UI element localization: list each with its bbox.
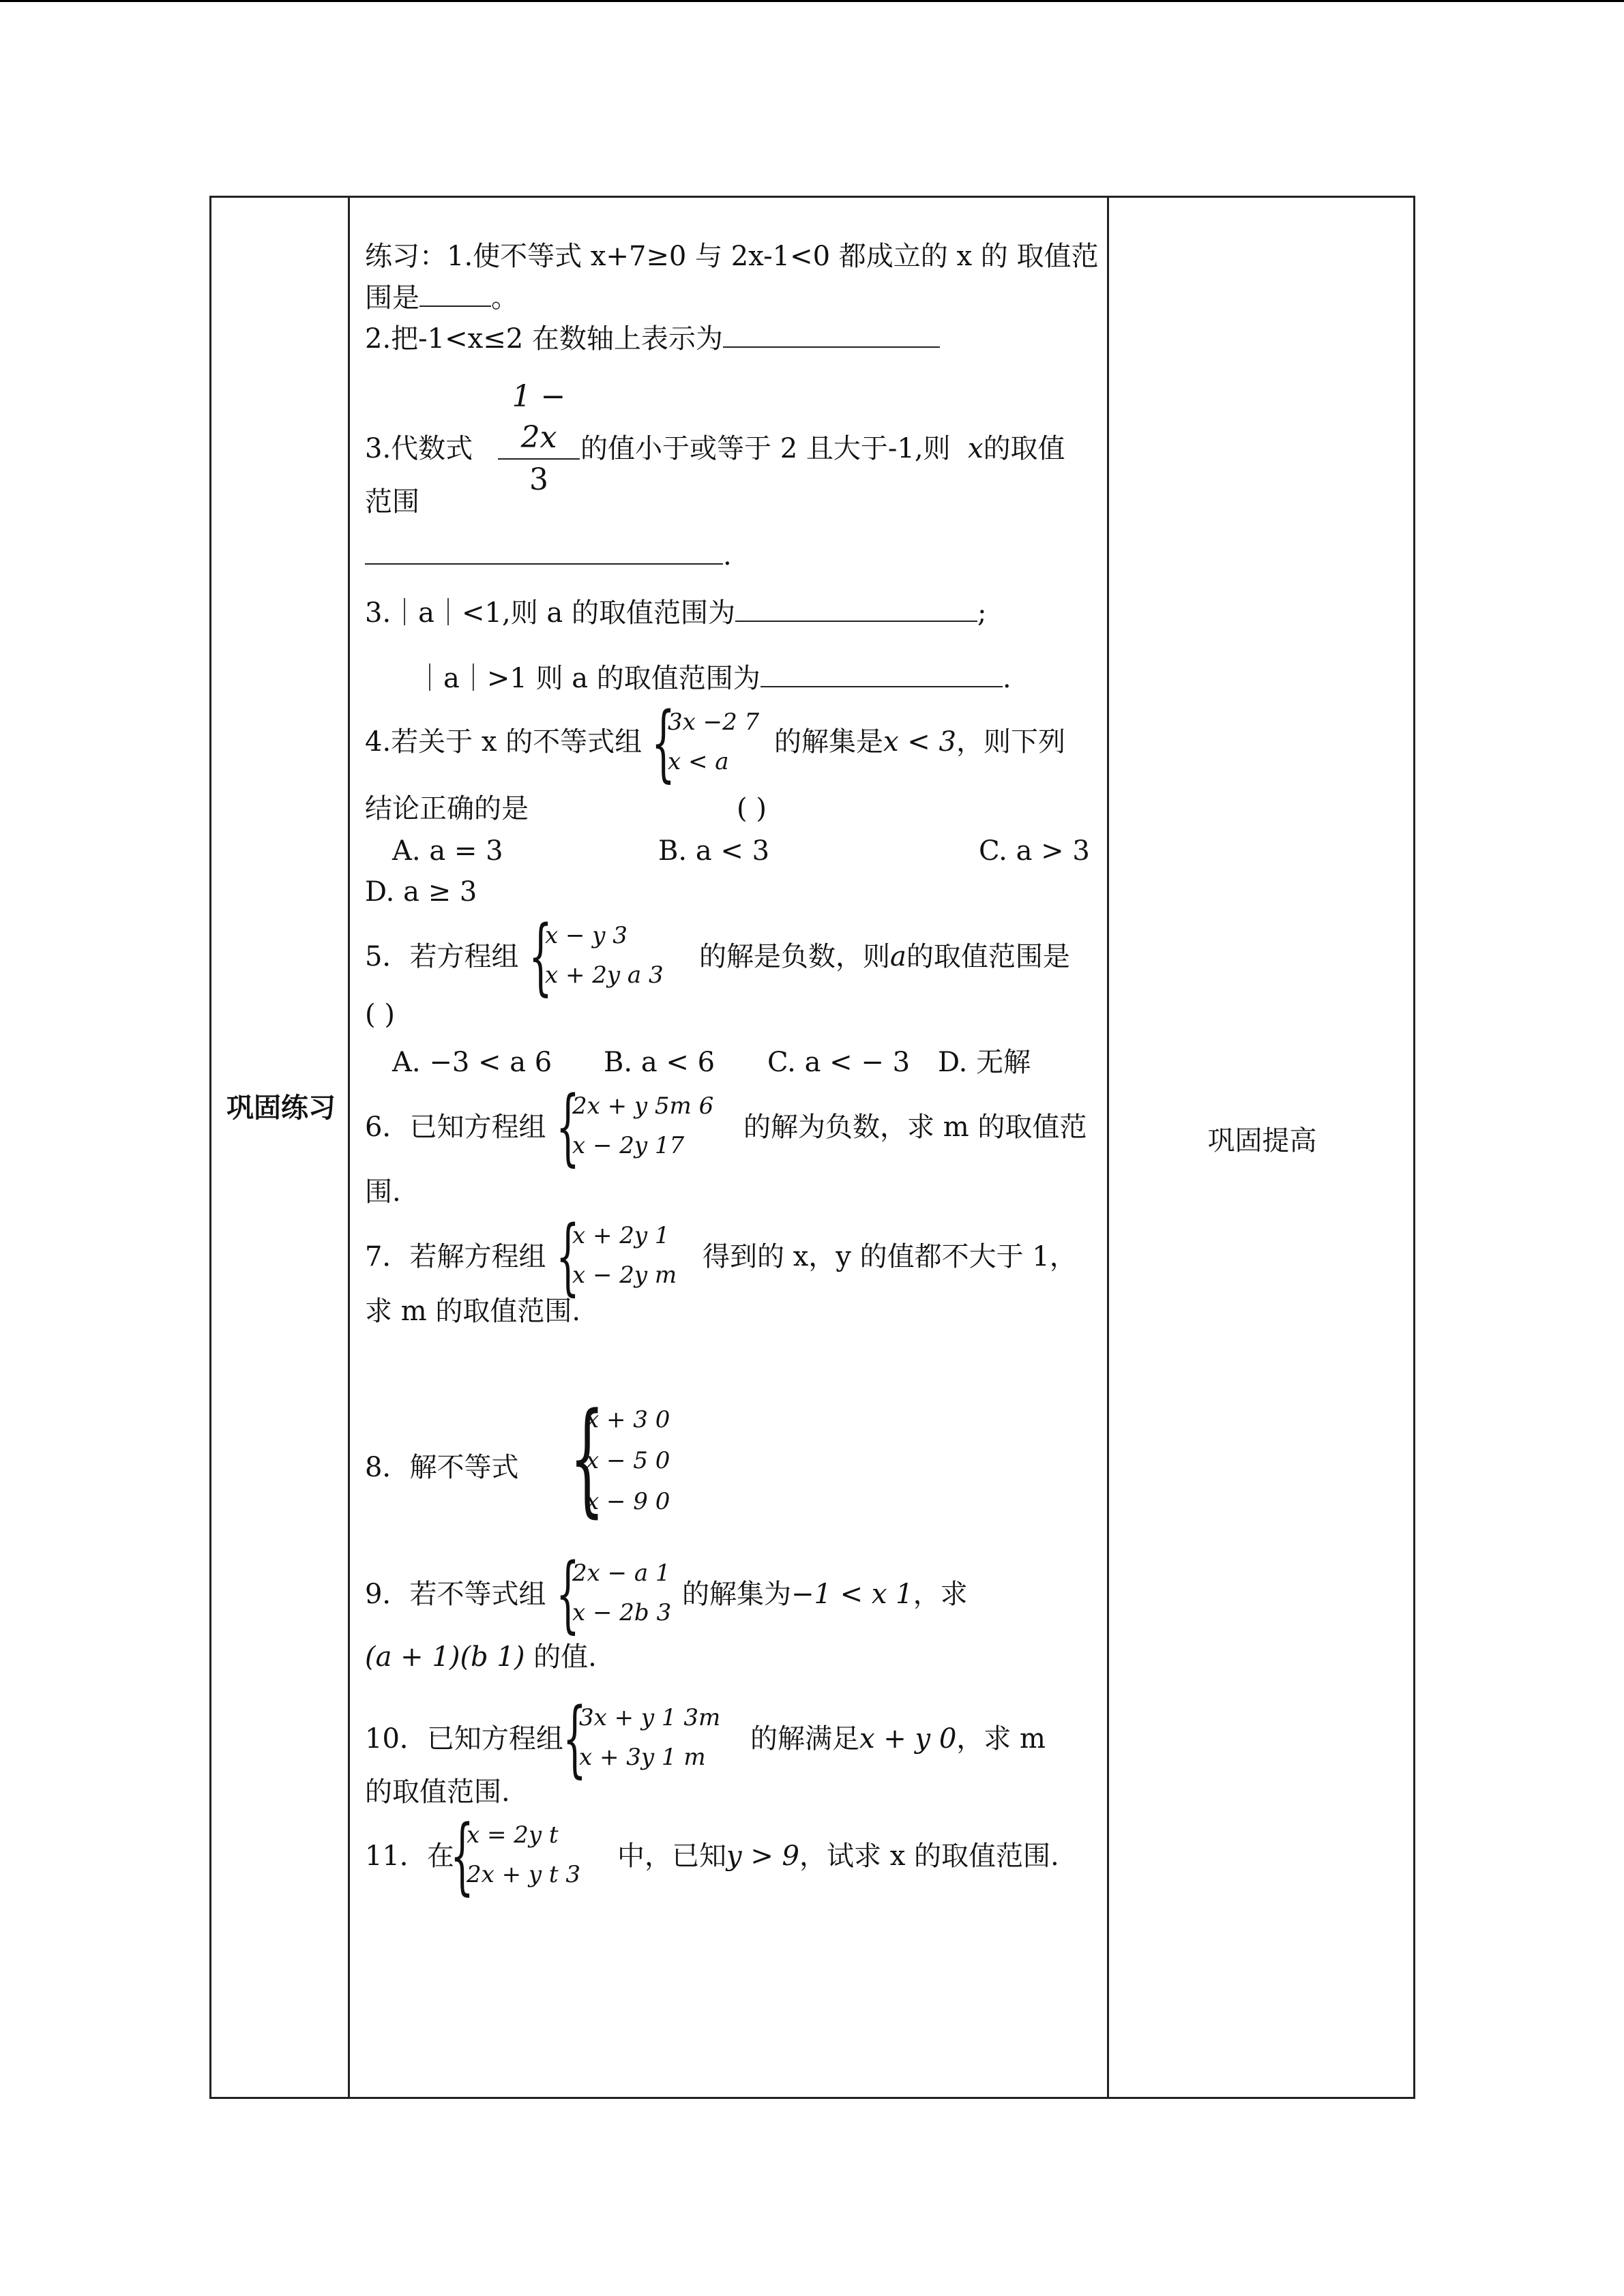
exercise-2: 2.把-1<x≤2 在数轴上表示为 bbox=[365, 319, 940, 358]
brace: { bbox=[563, 1690, 587, 1787]
exercise-9-line-1: 9．若不等式组 bbox=[365, 1579, 546, 1610]
option-d: D. 无解 bbox=[938, 1047, 1031, 1078]
answer-parentheses: ( ) bbox=[737, 793, 767, 824]
exercise-8: 8．解不等式 bbox=[365, 1452, 519, 1483]
exercise-5-line-1: 5．若方程组 bbox=[365, 941, 519, 972]
answer-parentheses: ( ) bbox=[365, 999, 395, 1030]
exercise-3-line-3: . bbox=[365, 536, 732, 575]
exercise-4-line-1: 4.若关于 x 的不等式组 bbox=[365, 726, 643, 758]
answer-blank bbox=[723, 319, 940, 348]
fraction-1-2x-over-3: $\frac{1 - 2x}{3}$ bbox=[498, 376, 580, 501]
column-divider-left bbox=[348, 198, 350, 2097]
brace: { bbox=[450, 1807, 474, 1904]
option-c: C. a > 3 bbox=[979, 835, 1090, 867]
option-b: B. a < 3 bbox=[658, 835, 770, 867]
brace: { bbox=[529, 908, 552, 1004]
exercise-3-line-1: 3.代数式 bbox=[365, 433, 473, 464]
exercise-7-text: 得到的 x，y 的值都不大于 1， bbox=[703, 1241, 1077, 1272]
brace: { bbox=[651, 694, 675, 791]
exercise-5-text: 的解是负数，则a的取值范围是 bbox=[699, 941, 1070, 972]
exercise-abs-2: ｜a｜>1 则 a 的取值范围为 . bbox=[416, 659, 1012, 698]
brace: { bbox=[570, 1387, 605, 1530]
exercise-3-line-2: 范围 bbox=[365, 486, 419, 518]
answer-blank bbox=[365, 536, 723, 565]
exercise-11: 11．在 bbox=[365, 1840, 454, 1872]
option-a: A. −3 < a 6 bbox=[392, 1047, 552, 1078]
brace: { bbox=[556, 1545, 580, 1642]
section-label: 巩固练习 bbox=[226, 1092, 336, 1124]
answer-blank bbox=[735, 593, 977, 622]
exercise-7-line-2: 求 m 的取值范围. bbox=[365, 1296, 581, 1327]
option-c: C. a < − 3 bbox=[767, 1047, 911, 1078]
exercise-abs-1: 3.｜a｜<1,则 a 的取值范围为 ; bbox=[365, 593, 986, 632]
option-d: D. a ≥ 3 bbox=[365, 876, 477, 908]
answer-blank bbox=[419, 278, 491, 307]
exercise-11-text: 中，已知y > 9，试求 x 的取值范围. bbox=[617, 1840, 1059, 1872]
option-b: B. a < 6 bbox=[604, 1047, 715, 1078]
exercise-6-text: 的解为负数，求 m 的取值范 bbox=[743, 1112, 1087, 1143]
exercise-6-line-1: 6．已知方程组 bbox=[365, 1112, 546, 1143]
exercise-7-line-1: 7．若解方程组 bbox=[365, 1241, 546, 1272]
exercise-6-line-2: 围. bbox=[365, 1176, 401, 1208]
exercise-1-line-2: 围是 。 bbox=[365, 278, 518, 317]
goal-label: 巩固提高 bbox=[1207, 1125, 1317, 1157]
exercise-4-text: 的解集是x < 3，则下列 bbox=[774, 726, 1065, 758]
brace: { bbox=[556, 1208, 580, 1304]
brace: { bbox=[556, 1078, 580, 1175]
exercise-3-text: 的值小于或等于 2 且大于-1,则 x的取值 bbox=[580, 433, 1065, 464]
exercise-1-line-1: 练习：1.使不等式 x+7≥0 与 2x-1<0 都成立的 x 的 取值范 bbox=[365, 241, 1099, 272]
option-a: A. a = 3 bbox=[392, 835, 503, 867]
exercise-9-text: 的解集为−1 < x 1，求 bbox=[682, 1579, 968, 1610]
page-top-border bbox=[0, 0, 1624, 2]
exercise-10-text: 的解满足x + y 0，求 m bbox=[750, 1723, 1046, 1755]
exercise-table: 巩固练习 巩固提高 练习：1.使不等式 x+7≥0 与 2x-1<0 都成立的 x 的 取值范 围是 。 2.把-1<x≤2 在数轴上表示为 3.代数式 $\frac{1 - 2x}{3}$ 的值小于或等于 2 且大于-1,则 x的取值 范围 . 3.｜a｜<1,则 a 的取值范围为 ; ｜a｜>1 则 a 的取值范围为 . 4.若关于 x 的不等式组 { 3x −2 7 x < a 的解集是x < 3，则下列 结论正确的是 ( ) A. a = 3 B. a < 3 C. a > 3 D. a ≥ 3 5．若方程组 { x − y 3 x + 2y a 3 的解是负数，则a的取值范围是 ( ) A. −3 < a 6 B. a < 6 C. a < − 3 D. 无解 6．已知方程组 { 2x + y 5m 6 x − 2y 17 的解为负数，求 m 的取值范 围. 7．若解方程组 { x + 2y 1 x − 2y m 得到的 x，y 的值都不大于 1， 求 m 的取值范围. 8．解不等式 { x + 3 0 x − 5 0 x − 9 0 9．若不等式组 { 2x − a 1 x − 2b 3 的解集为−1 < x 1，求 (a + 1)(b 1) 的值. 10．已知方程组 { 3x + y 1 3m x + 3y 1 m 的解满足x + y 0，求 m 的取值范围. 11．在 { x = 2y t 2x + y t 3 中，已知y > 9，试求 x 的取值范围. bbox=[209, 196, 1415, 2099]
exercise-9-line-2: (a + 1)(b 1) 的值. bbox=[365, 1641, 597, 1673]
answer-blank bbox=[761, 659, 1003, 687]
exercise-4-line-2: 结论正确的是 bbox=[365, 793, 529, 824]
exercise-10-line-1: 10．已知方程组 bbox=[365, 1723, 563, 1755]
exercise-10-line-2: 的取值范围. bbox=[365, 1776, 510, 1808]
